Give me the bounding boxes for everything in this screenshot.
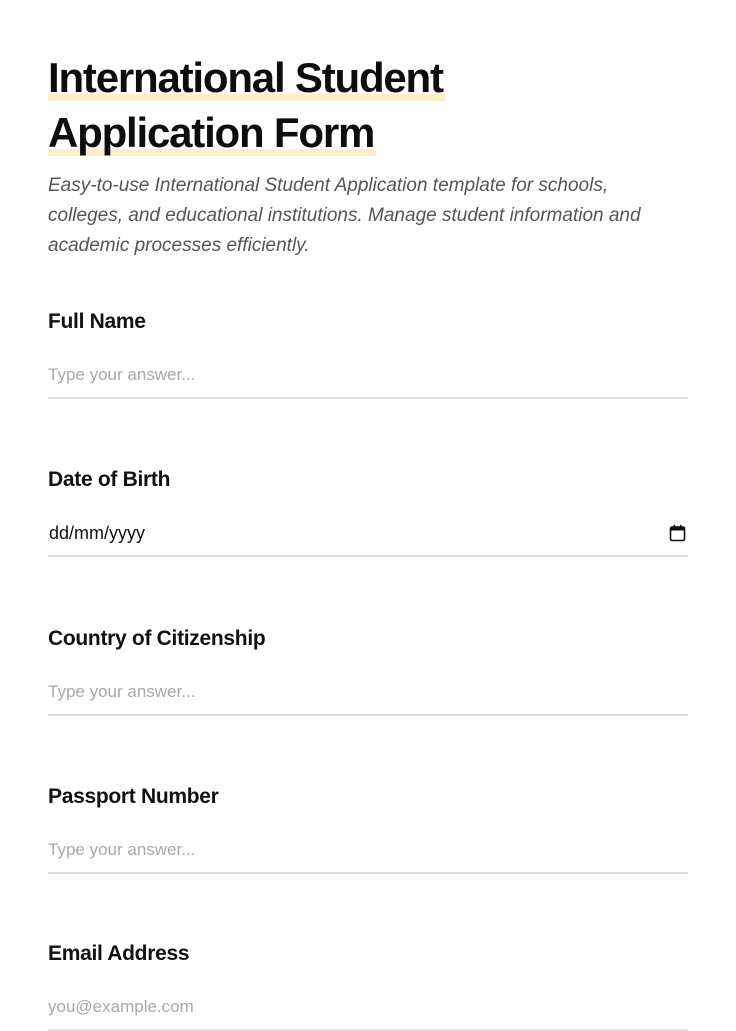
date-of-birth-field bbox=[48, 467, 688, 543]
form-title-line-1: International Student bbox=[48, 54, 443, 101]
email-input[interactable] bbox=[48, 985, 688, 1031]
email-field bbox=[48, 941, 688, 967]
date-of-birth-label: Date of Birth bbox=[48, 468, 171, 491]
passport-field bbox=[48, 784, 688, 810]
full-name-label: Full Name bbox=[48, 310, 146, 333]
date-of-birth-input[interactable] bbox=[48, 511, 688, 557]
email-label: Email Address bbox=[48, 942, 190, 965]
form-title-line-2: Application Form bbox=[48, 109, 375, 156]
full-name-input[interactable] bbox=[48, 353, 688, 399]
passport-input[interactable] bbox=[48, 828, 688, 874]
country-field bbox=[48, 626, 688, 652]
passport-label: Passport Number bbox=[48, 785, 219, 808]
form-description: Easy-to-use International Student Application template for schools, colleges, and educational institutions. Manage student information and academic processes efficiently. bbox=[48, 175, 641, 256]
form-title bbox=[48, 50, 688, 160]
country-label: Country of Citizenship bbox=[48, 627, 266, 650]
full-name-field bbox=[48, 309, 688, 335]
form-container bbox=[48, 50, 688, 261]
date-format-text: dd/mm/yyyy bbox=[49, 523, 146, 543]
calendar-icon[interactable] bbox=[669, 524, 686, 542]
country-input[interactable] bbox=[48, 670, 688, 716]
